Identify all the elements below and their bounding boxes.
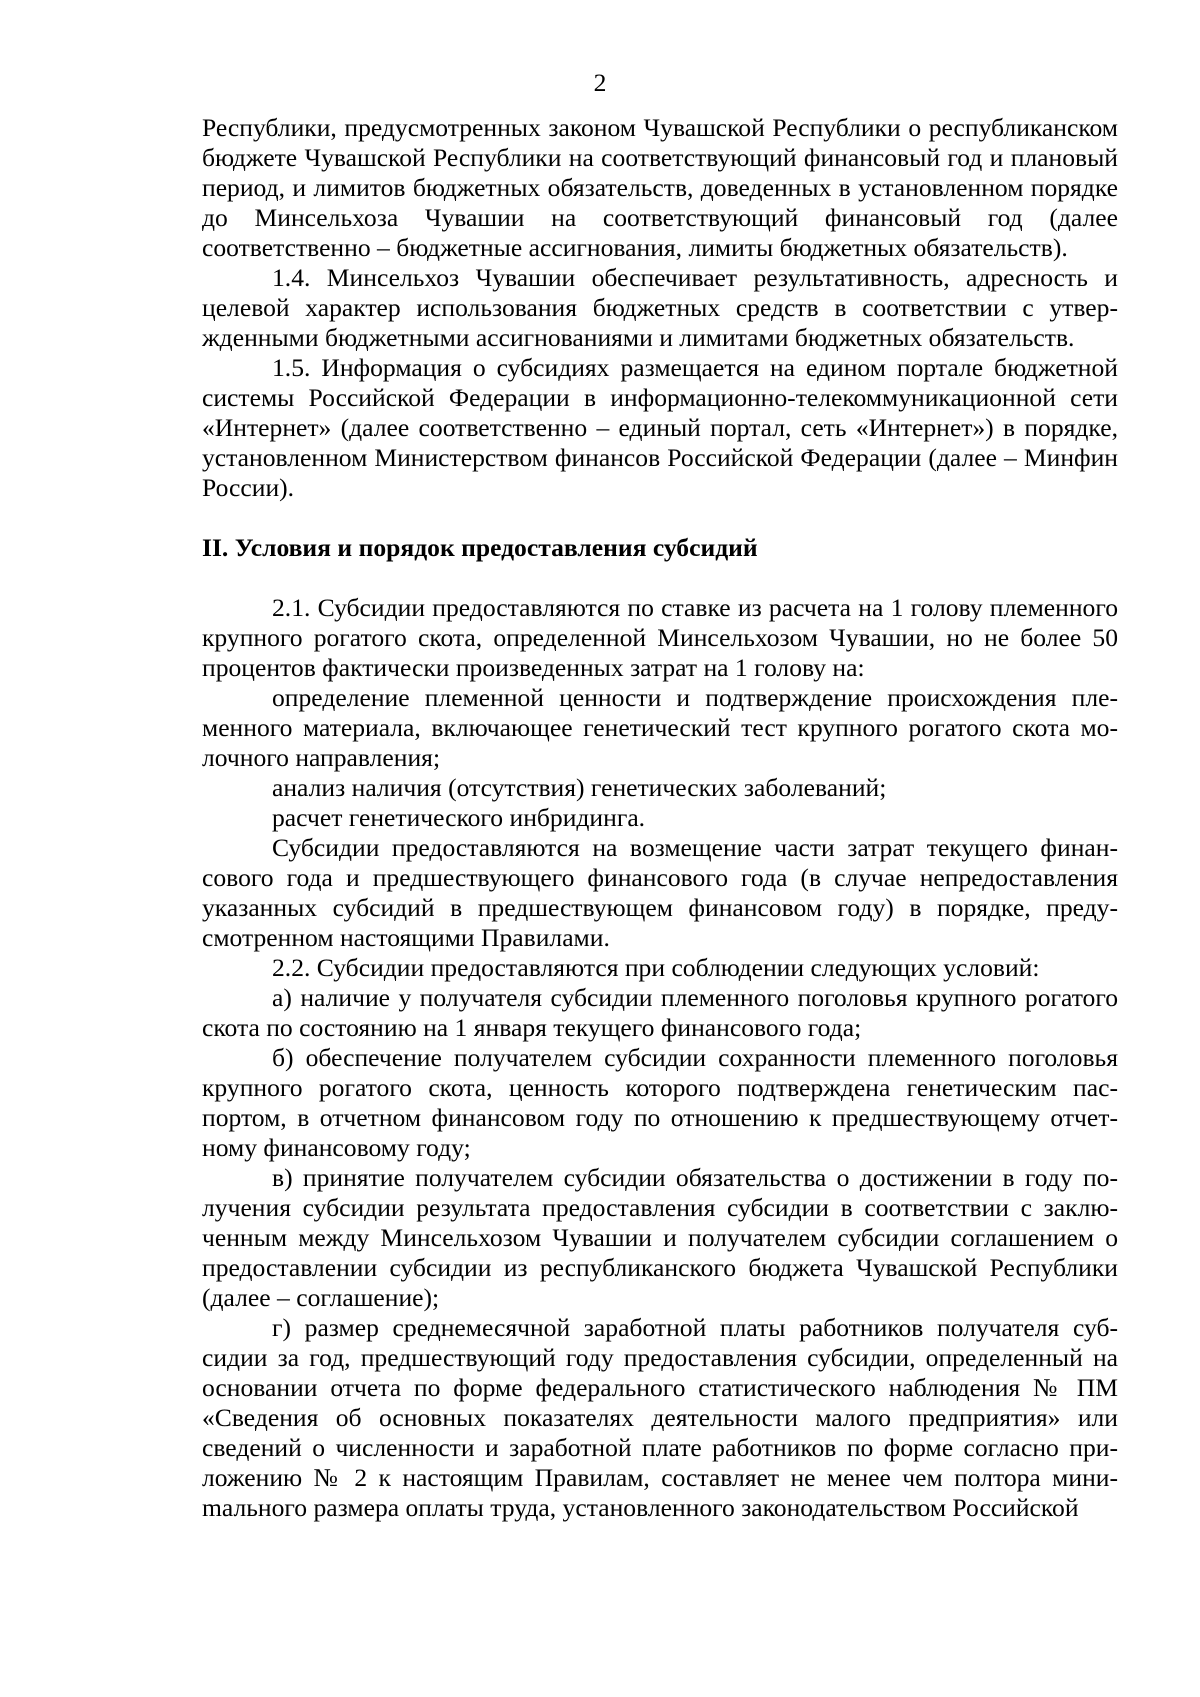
page-number: 2 (593, 68, 607, 97)
paragraph-p0: Республики, предусмотренных законом Чувашской Республики о республиканском бюджете Чувашской Республики на соответствующий финансовый год и плановый период, и лимитов бюджетных обязательств, доведенных в установленном порядке до Минсельхоза Чувашии на соответствующий финансовый год (далее соответственно – бюджетные ассигнования, лимиты бюджетных обязательств). (202, 113, 1118, 262)
paragraph-p9: а) наличие у получателя субсидии племенного поголовья крупного рогатого скота по состоянию на 1 января текущего финансового года; (202, 983, 1118, 1042)
document-body (202, 113, 1118, 1523)
bottom-paragraphs (202, 593, 1118, 1523)
paragraph-p11: в) принятие получателем субсидии обязательства о достижении в году получения субсидии результата предоставления субсидии в соответствии с заключенным между Минсельхозом Чувашии и получателем субсидии соглашением о предоставлении субсидии из республиканского бюджета Чувашской Республики (далее – соглашение); (202, 1163, 1118, 1312)
paragraph-p3: 2.1. Субсидии предоставляются по ставке из расчета на 1 голову племенного крупного рогатого скота, определенной Минсельхозом Чувашии, но не более 50 процентов фактически произведенных затрат на 1 голову на: (202, 593, 1118, 682)
paragraph-p12: г) размер среднемесячной заработной платы работников получателя субсидии за год, предшествующий году предоставления субсидии, определенный на основании отчета по форме федерального статистического наблюдения № ПМ «Сведения об основных показателях деятельности малого предприятия» или сведений о численности и заработной плате работников по форме согласно приложению № 2 к настоящим Правилам, составляет не менее чем полтора миниmального размера оплаты труда, установленного законодательством Российской (202, 1313, 1118, 1522)
top-paragraphs (202, 113, 1118, 503)
paragraph-p4: определение племенной ценности и подтверждение происхождения племенного материала, включающее генетический тест крупного рогатого скота молочного направления; (202, 683, 1118, 772)
paragraph-p5: анализ наличия (отсутствия) генетических заболеваний; (272, 773, 887, 802)
paragraph-p8: 2.2. Субсидии предоставляются при соблюдении следующих условий: (272, 953, 1040, 982)
paragraph-p1: 1.4. Минсельхоз Чувашии обеспечивает результативность, адресность и целевой характер использования бюджетных средств в соответствии с утвержденными бюджетными ассигнованиями и лимитами бюджетных обязательств. (202, 263, 1118, 352)
paragraph-p10: б) обеспечение получателем субсидии сохранности племенного поголовья крупного рогатого скота, ценность которого подтверждена генетическим паспортом, в отчетном финансовом году по отношению к предшествующему отчетному финансовому году; (202, 1043, 1118, 1162)
paragraph-p6: расчет генетического инбридинга. (272, 803, 646, 832)
paragraph-p7: Субсидии предоставляются на возмещение части затрат текущего финансового года и предшествующего финансового года (в случае непредоставления указанных субсидий в предшествующем финансовом году) в порядке, предусмотренном настоящими Правилами. (202, 833, 1118, 952)
section-heading: II. Условия и порядок предоставления субсидий (202, 533, 758, 562)
paragraph-p2: 1.5. Информация о субсидиях размещается на едином портале бюджетной системы Российской Федерации в информационно-телекоммуникационной сети «Интернет» (далее соответственно – единый портал, сеть «Интернет») в порядке, установленном Министерством финансов Российской Федерации (далее – Минфин России). (202, 353, 1118, 502)
